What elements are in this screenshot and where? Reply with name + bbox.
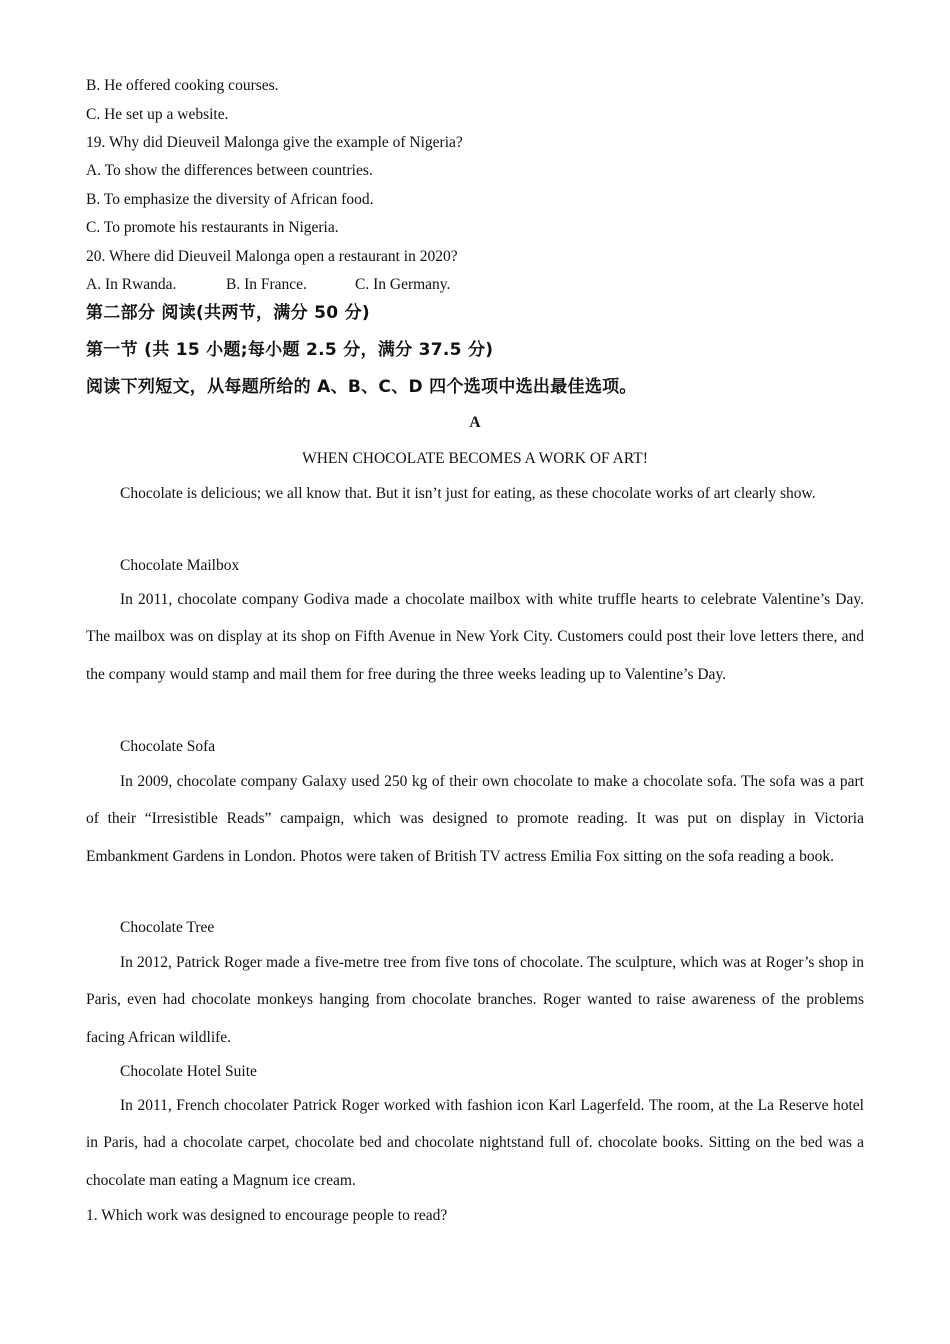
item-heading-sofa: Chocolate Sofa [120, 738, 216, 755]
q18-option-b: B. He offered cooking courses. [86, 77, 279, 94]
passage-intro: Chocolate is delicious; we all know that. But it isn’t just for eating, as these chocolate works of art clearly show. [120, 485, 816, 502]
q20-option-a: A. In Rwanda. [86, 276, 177, 293]
item-text-tree: In 2012, Patrick Roger made a five-metre tree from five tons of chocolate. The sculpture, which was at Roger’s shop in Paris, even had chocolate monkeys hanging from chocolate branches. Roger wanted to raise awareness of the problems facing African wildlife. [86, 954, 864, 1046]
q20-question: 20. Where did Dieuveil Malonga open a restaurant in 2020? [86, 248, 458, 265]
q20-options [86, 275, 450, 295]
item-heading-hotel-suite: Chocolate Hotel Suite [120, 1063, 257, 1080]
q19-option-b: B. To emphasize the diversity of African food. [86, 191, 374, 208]
q19-question: 19. Why did Dieuveil Malonga give the example of Nigeria? [86, 134, 463, 151]
item-heading-tree: Chocolate Tree [120, 919, 215, 936]
q19-option-a: A. To show the differences between countries. [86, 162, 373, 179]
item-text-sofa: In 2009, chocolate company Galaxy used 250 kg of their own chocolate to make a chocolate sofa. The sofa was a part of their “Irresistible Reads” campaign, which was designed to promote reading. It was put on display in Victoria Embankment Gardens in London. Photos were taken of British TV actress Emilia Fox sitting on the sofa reading a book. [86, 773, 864, 865]
item-text-hotel-suite: In 2011, French chocolater Patrick Roger worked with fashion icon Karl Lagerfeld. The room, at the La Reserve hotel in Paris, had a chocolate carpet, chocolate bed and chocolate nightstand full of. chocolate books. Sitting on the bed was a chocolate man eating a Magnum ice cream. [86, 1097, 864, 1189]
part2-heading: 第二部分 阅读(共两节，满分 50 分) [86, 303, 370, 323]
item-text-mailbox: In 2011, chocolate company Godiva made a chocolate mailbox with white truffle hearts to celebrate Valentine’s Day. The mailbox was on display at its shop on Fifth Avenue in New York City. Customers could post their love letters there, and the company would stamp and mail them for free during the three weeks leading up to Valentine’s Day. [86, 591, 864, 683]
item-heading-mailbox: Chocolate Mailbox [120, 557, 240, 574]
passage-letter: A [469, 414, 481, 431]
section1-heading: 第一节 (共 15 小题;每小题 2.5 分，满分 37.5 分) [86, 340, 494, 360]
q20-option-b: B. In France. [226, 276, 307, 293]
q19-option-c: C. To promote his restaurants in Nigeria. [86, 219, 339, 236]
question-1: 1. Which work was designed to encourage people to read? [86, 1207, 448, 1224]
q18-option-c: C. He set up a website. [86, 106, 229, 123]
q20-option-c: C. In Germany. [355, 276, 451, 293]
reading-instruction: 阅读下列短文，从每题所给的 A、B、C、D 四个选项中选出最佳选项。 [86, 377, 637, 397]
passage-title: WHEN CHOCOLATE BECOMES A WORK OF ART! [302, 450, 648, 467]
